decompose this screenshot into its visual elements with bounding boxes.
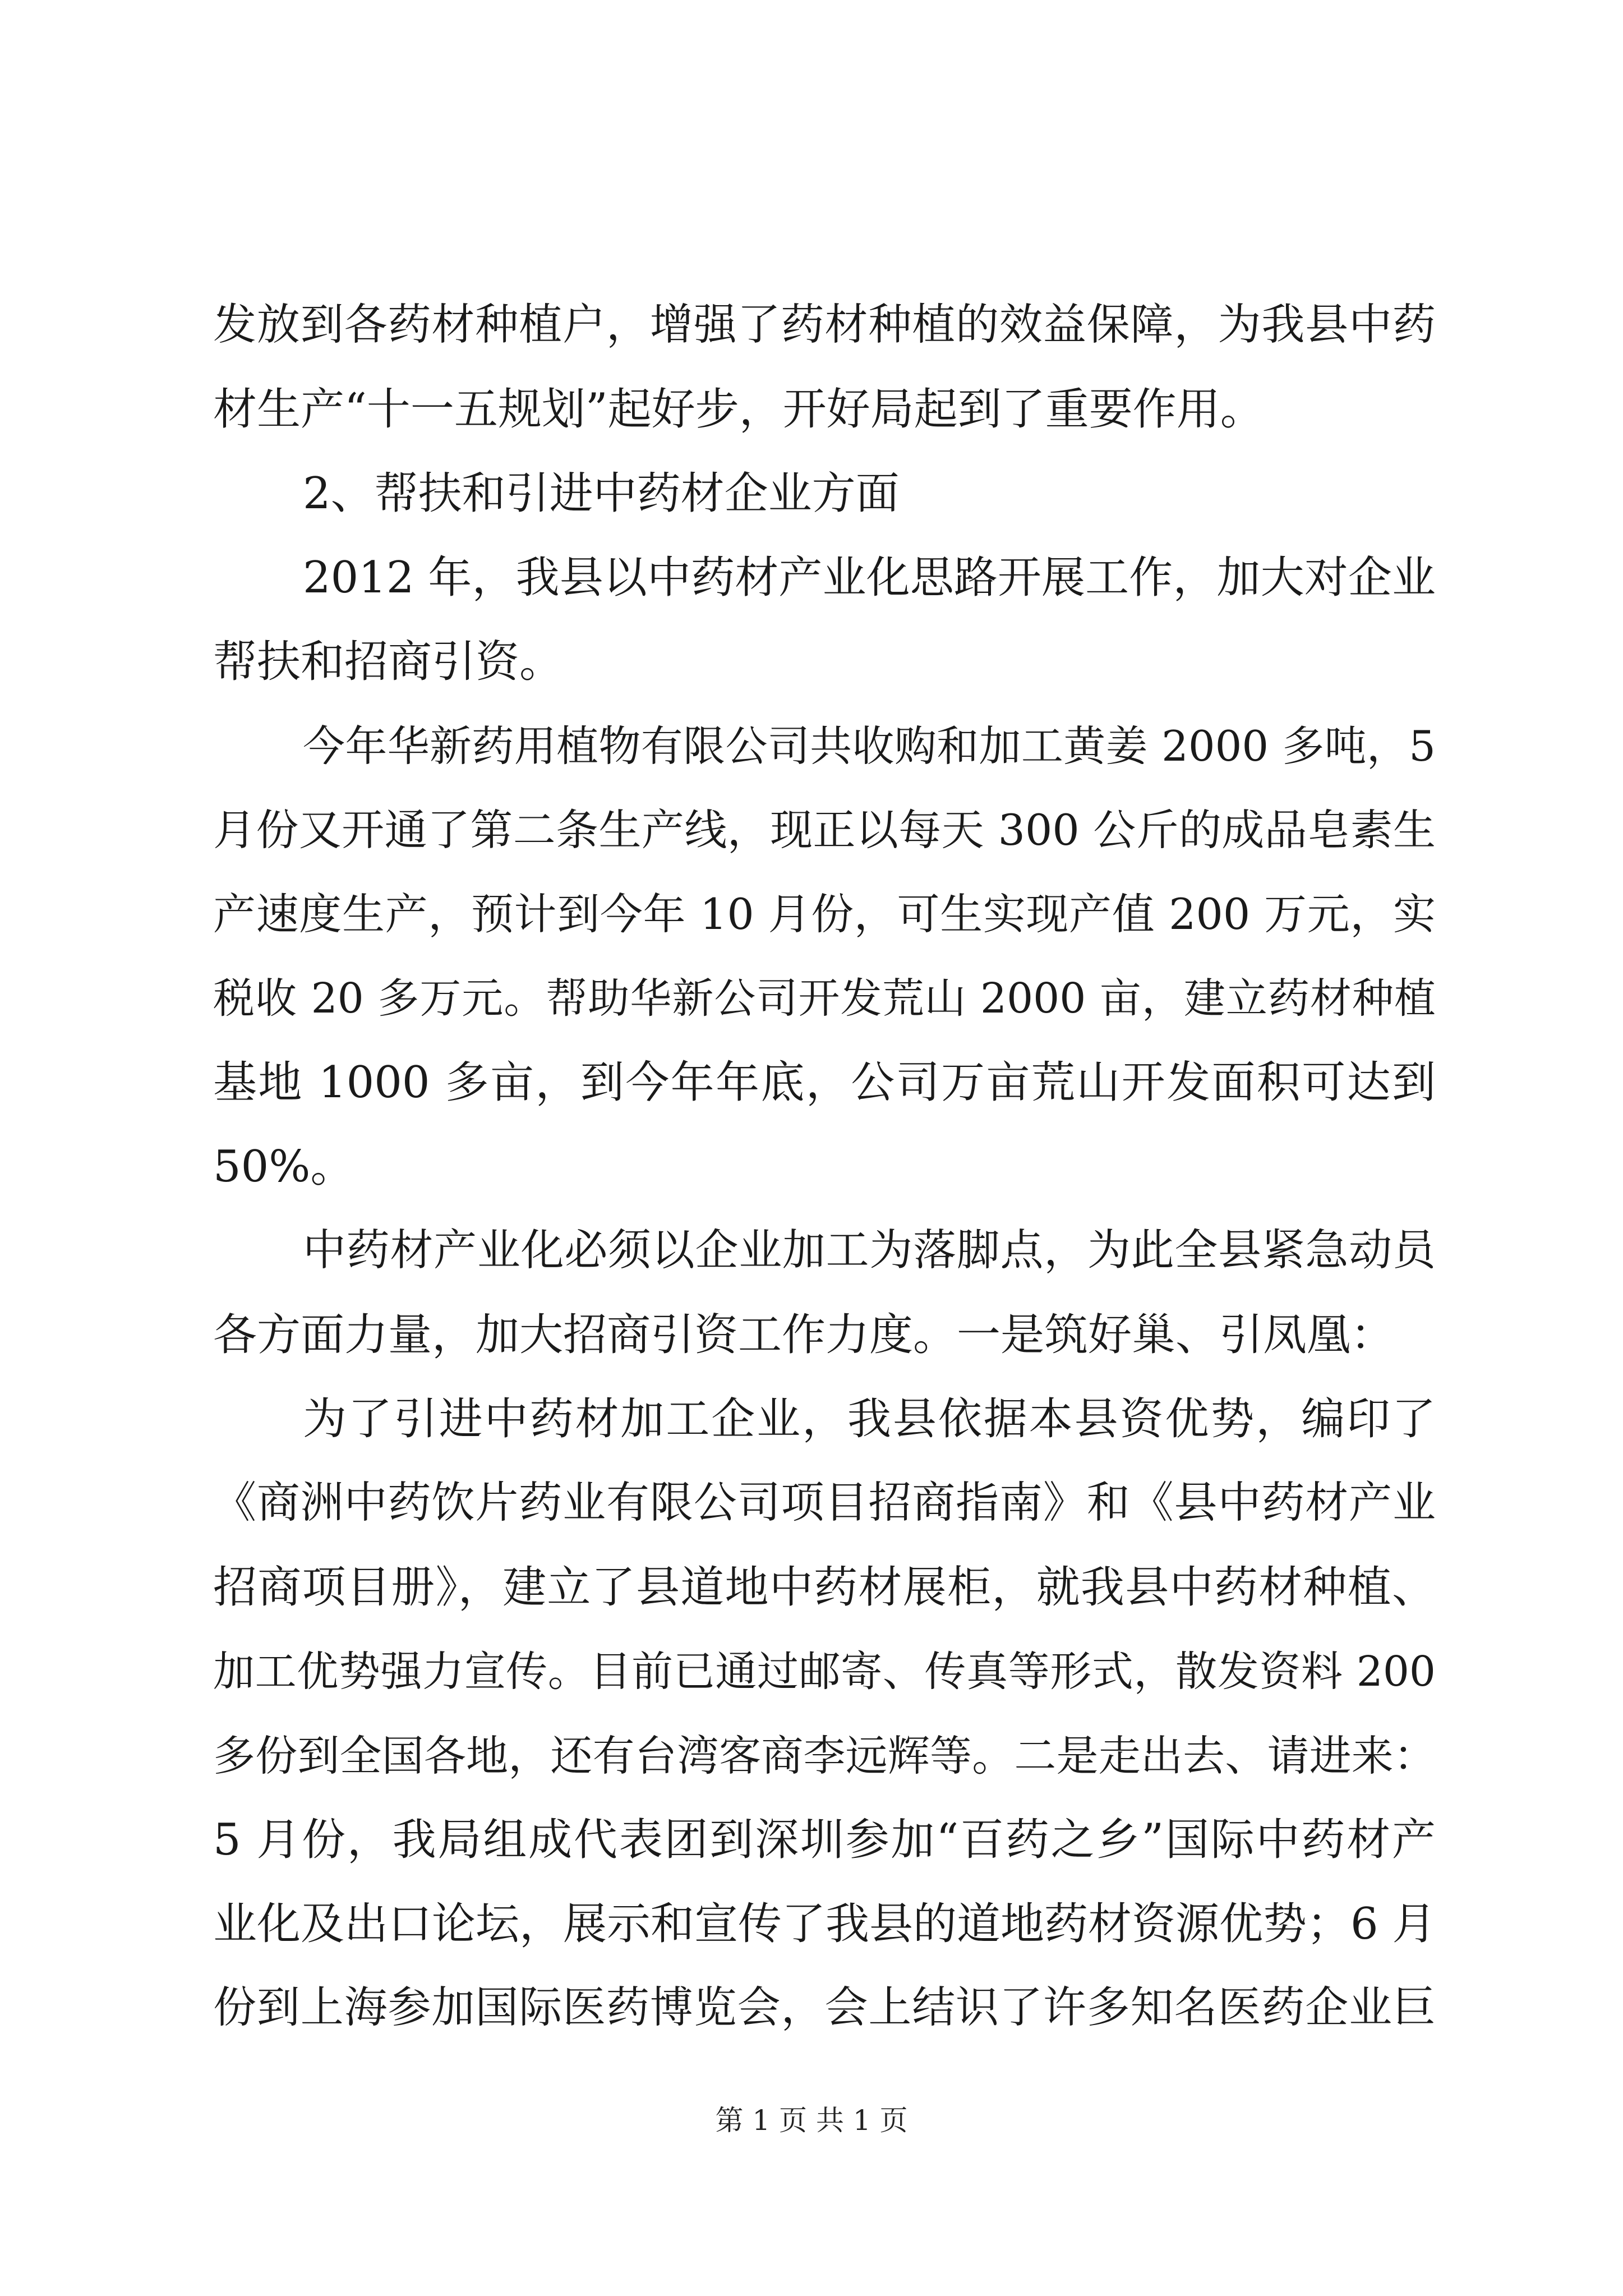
body-text-line: 加工优势强力宣传。目前已通过邮寄、传真等形式，散发资料 200 [213, 1648, 1436, 1696]
body-text-line: 2012 年，我县以中药材产业化思路开展工作，加大对企业 [303, 553, 1436, 603]
body-text-line: 帮扶和招商引资。 [213, 637, 564, 687]
body-text-line: 税收 20 多万元。帮助华新公司开发荒山 2000 亩，建立药材种植 [213, 974, 1436, 1023]
body-text-line: 今年华新药用植物有限公司共收购和加工黄姜 2000 多吨，5 [303, 721, 1436, 771]
body-text-line: 发放到各药材种植户，增强了药材种植的效益保障，为我县中药 [213, 300, 1436, 350]
body-text-line: 业化及出口论坛，展示和宣传了我县的道地药材资源优势；6 月 [213, 1899, 1436, 1949]
body-text-line: 月份又开通了第二条生产线，现正以每天 300 公斤的成品皂素生 [213, 805, 1436, 855]
section-heading: 2、帮扶和引进中药材企业方面 [303, 468, 900, 519]
body-text-line: 材生产“十一五规划”起好步，开好局起到了重要作用。 [213, 384, 1264, 435]
body-text-line: 《商洲中药饮片药业有限公司项目招商指南》和《县中药材产业 [213, 1478, 1436, 1528]
body-text-line: 基地 1000 多亩，到今年年底，公司万亩荒山开发面积可达到 [213, 1057, 1436, 1108]
body-text-line: 产速度生产，预计到今年 10 月份，可生实现产值 200 万元，实 [213, 889, 1436, 939]
body-text-line: 为了引进中药材加工企业，我县依据本县资优势，编印了 [303, 1394, 1436, 1444]
body-text-line: 中药材产业化必须以企业加工为落脚点，为此全县紧急动员 [303, 1226, 1436, 1276]
page-footer: 第 1 页 共 1 页 [715, 2104, 908, 2137]
body-text-line: 50%。 [213, 1142, 354, 1192]
body-text-line: 份到上海参加国际医药博览会，会上结识了许多知名医药企业巨 [213, 1983, 1436, 2033]
body-text-line: 各方面力量，加大招商引资工作力度。一是筑好巢、引凤凰： [213, 1310, 1395, 1360]
body-text-line: 多份到全国各地，还有台湾客商李远辉等。二是走出去、请进来： [213, 1731, 1436, 1780]
body-text-line: 5 月份，我局组成代表团到深圳参加“百药之乡”国际中药材产 [213, 1815, 1436, 1865]
body-text-line: 招商项目册》，建立了县道地中药材展柜，就我县中药材种植、 [213, 1562, 1436, 1613]
